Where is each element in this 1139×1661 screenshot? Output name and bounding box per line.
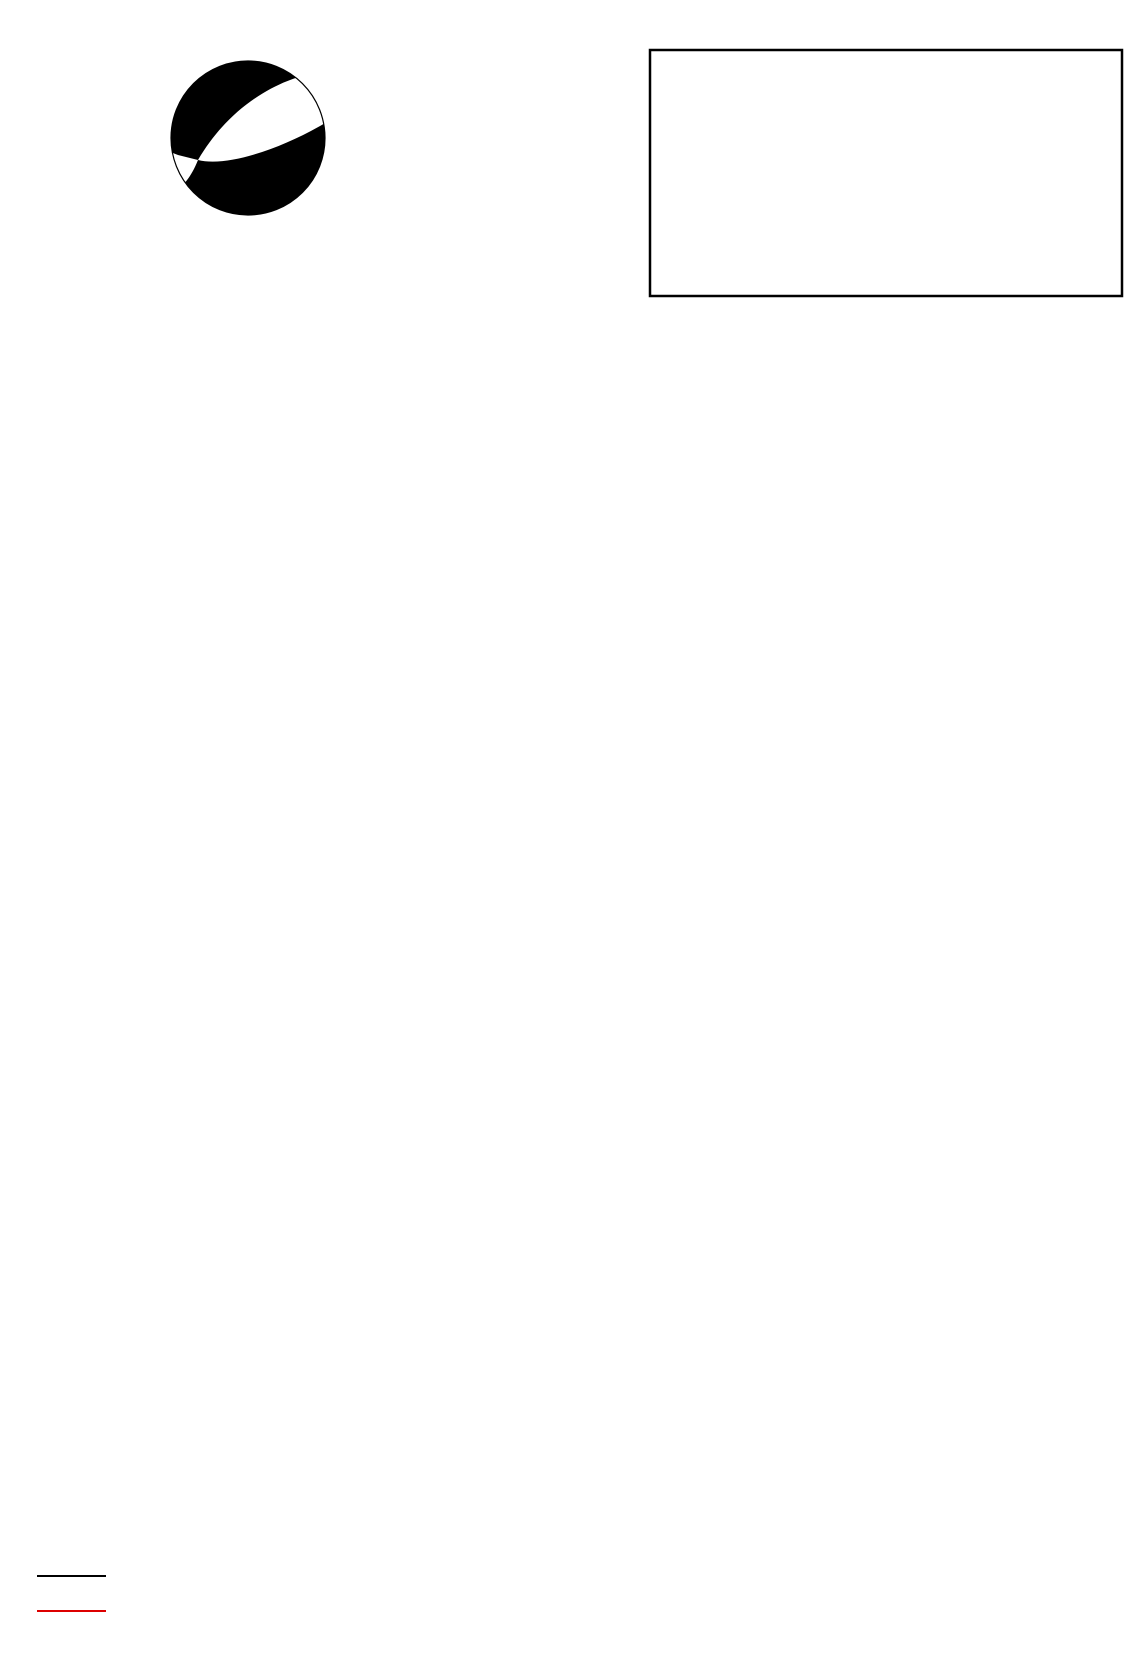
moment-plot-frame <box>650 50 1122 296</box>
